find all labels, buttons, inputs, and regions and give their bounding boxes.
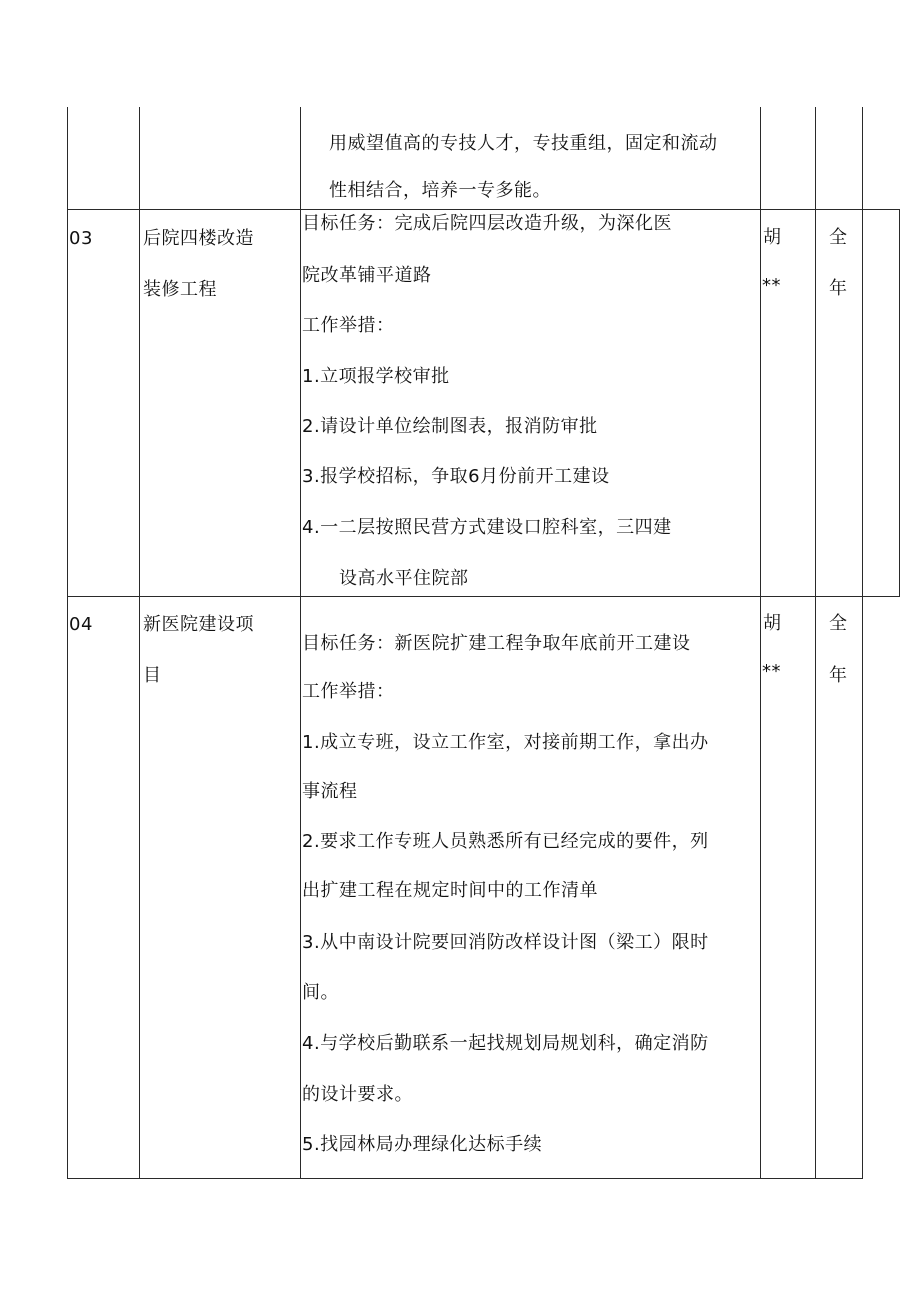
- responsible-person-line: 胡: [763, 613, 782, 634]
- content-line: 间。: [302, 982, 339, 1003]
- content-line: 设高水平住院部: [339, 568, 469, 589]
- row-divider-03-top: [67, 209, 900, 210]
- table-right-border: [899, 209, 900, 597]
- responsible-person-line: **: [762, 661, 781, 682]
- project-name-line: 装修工程: [143, 279, 217, 300]
- column-divider-5: [862, 107, 863, 1179]
- table-left-border: [67, 107, 68, 1179]
- row-number: 03: [69, 228, 93, 249]
- content-line: 工作举措：: [302, 315, 395, 336]
- content-line: 院改革铺平道路: [302, 265, 432, 286]
- responsible-person-line: 胡: [763, 227, 782, 248]
- content-line: 性相结合，培养一专多能。: [329, 180, 551, 201]
- time-period-line: 全: [829, 227, 848, 248]
- column-divider-1: [139, 107, 140, 1179]
- project-name-line: 后院四楼改造: [143, 228, 254, 249]
- content-line: 用威望值高的专技人才，专技重组，固定和流动: [329, 133, 718, 154]
- content-line: 2.请设计单位绘制图表，报消防审批: [302, 416, 598, 437]
- project-name-line: 新医院建设项: [143, 614, 254, 635]
- content-line: 工作举措：: [302, 681, 395, 702]
- content-line: 目标任务：新医院扩建工程争取年底前开工建设: [302, 633, 691, 654]
- time-period-line: 年: [829, 665, 848, 686]
- content-line: 3.从中南设计院要回消防改样设计图（梁工）限时: [302, 932, 709, 953]
- column-divider-3: [760, 107, 761, 1179]
- row-divider-04-top: [67, 596, 900, 597]
- content-line: 的设计要求。: [302, 1084, 413, 1105]
- content-line: 1.立项报学校审批: [302, 366, 450, 387]
- content-line: 5.找园林局办理绿化达标手续: [302, 1134, 543, 1155]
- time-period-line: 全: [829, 613, 848, 634]
- project-name-line: 目: [143, 665, 162, 686]
- content-line: 出扩建工程在规定时间中的工作清单: [302, 880, 598, 901]
- column-divider-2: [300, 107, 301, 1179]
- responsible-person-line: **: [762, 275, 781, 296]
- table-bottom-border: [67, 1178, 863, 1179]
- column-divider-4: [815, 107, 816, 1179]
- time-period-line: 年: [829, 278, 848, 299]
- content-line: 事流程: [302, 781, 358, 802]
- content-line: 2.要求工作专班人员熟悉所有已经完成的要件，列: [302, 831, 709, 852]
- content-line: 目标任务：完成后院四层改造升级，为深化医: [302, 213, 672, 234]
- content-line: 4.与学校后勤联系一起找规划局规划科，确定消防: [302, 1033, 709, 1054]
- content-line: 1.成立专班，设立工作室，对接前期工作，拿出办: [302, 732, 709, 753]
- row-number: 04: [69, 614, 93, 635]
- content-line: 4.一二层按照民营方式建设口腔科室，三四建: [302, 517, 672, 538]
- content-line: 3.报学校招标，争取6月份前开工建设: [302, 466, 610, 487]
